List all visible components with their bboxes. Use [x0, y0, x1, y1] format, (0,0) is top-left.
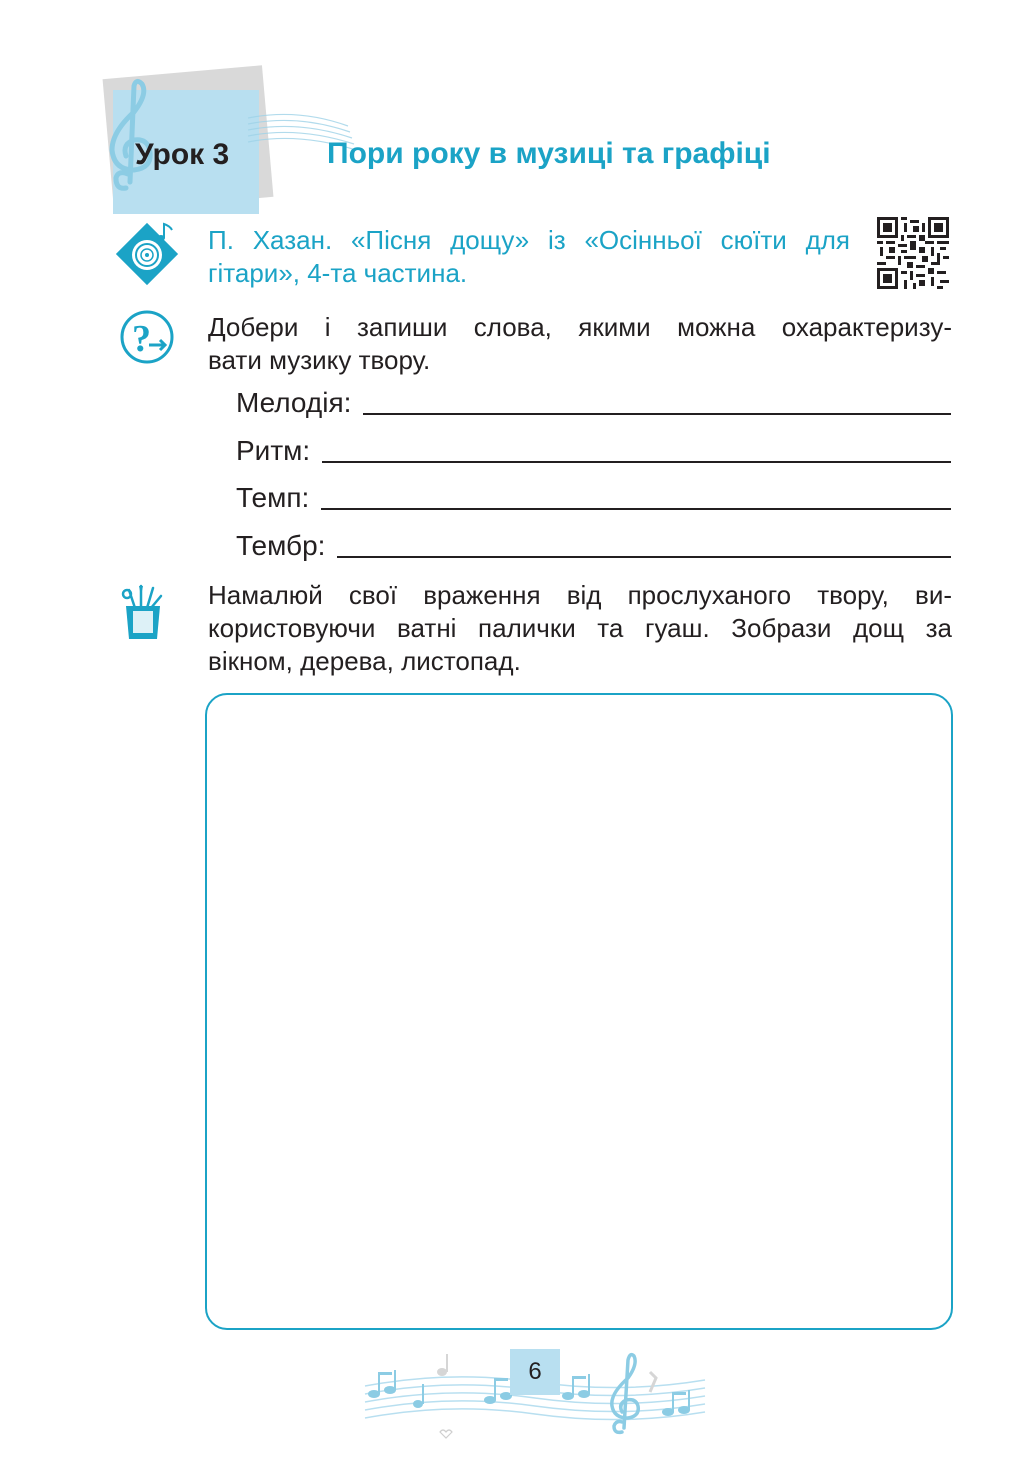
rhythm-label: Ритм:	[236, 435, 311, 466]
rhythm-input-line[interactable]	[322, 461, 951, 463]
rhythm-field	[236, 431, 951, 471]
question-line: вати музику твору.	[208, 345, 431, 375]
page-title: Пори року в музиці та графіці	[327, 137, 771, 170]
timbre-label: Тембр:	[236, 530, 326, 561]
music-reference	[208, 224, 850, 290]
drawing-task-line: вікном, дерева, листопад.	[208, 646, 521, 676]
svg-text:?: ?	[132, 318, 151, 360]
drawing-task-text	[208, 579, 952, 678]
melody-label: Мелодія:	[236, 387, 352, 418]
timbre-input-line[interactable]	[337, 556, 951, 558]
question-arrow-icon	[119, 309, 175, 365]
melody-field	[236, 383, 951, 423]
music-reference-line: П. Хазан. «Пісня дощу» із «Осінньої сюїти для	[208, 225, 850, 255]
qr-code-icon[interactable]	[877, 217, 949, 289]
melody-input-line[interactable]	[363, 413, 951, 415]
drawing-task-line: Намалюй свої враження від прослуханого твору, ви-	[208, 580, 952, 610]
tempo-input-line[interactable]	[321, 508, 951, 510]
question-line: Добери і запиши слова, якими можна охарактеризу-	[208, 312, 952, 342]
music-reference-line: гітари», 4-та частина.	[208, 258, 468, 288]
tempo-label: Темп:	[236, 482, 310, 513]
timbre-field	[236, 526, 951, 566]
music-disc-icon	[116, 220, 182, 288]
lesson-label: Урок 3	[135, 138, 230, 171]
drawing-task-line: користовуючи ватні палички та гуаш. Зобрази дощ за	[208, 613, 952, 643]
paint-brushes-cup-icon	[117, 584, 169, 642]
page-number: 6	[528, 1358, 542, 1385]
drawing-area[interactable]	[205, 693, 953, 1330]
tempo-field	[236, 478, 951, 518]
question-text	[208, 311, 952, 377]
